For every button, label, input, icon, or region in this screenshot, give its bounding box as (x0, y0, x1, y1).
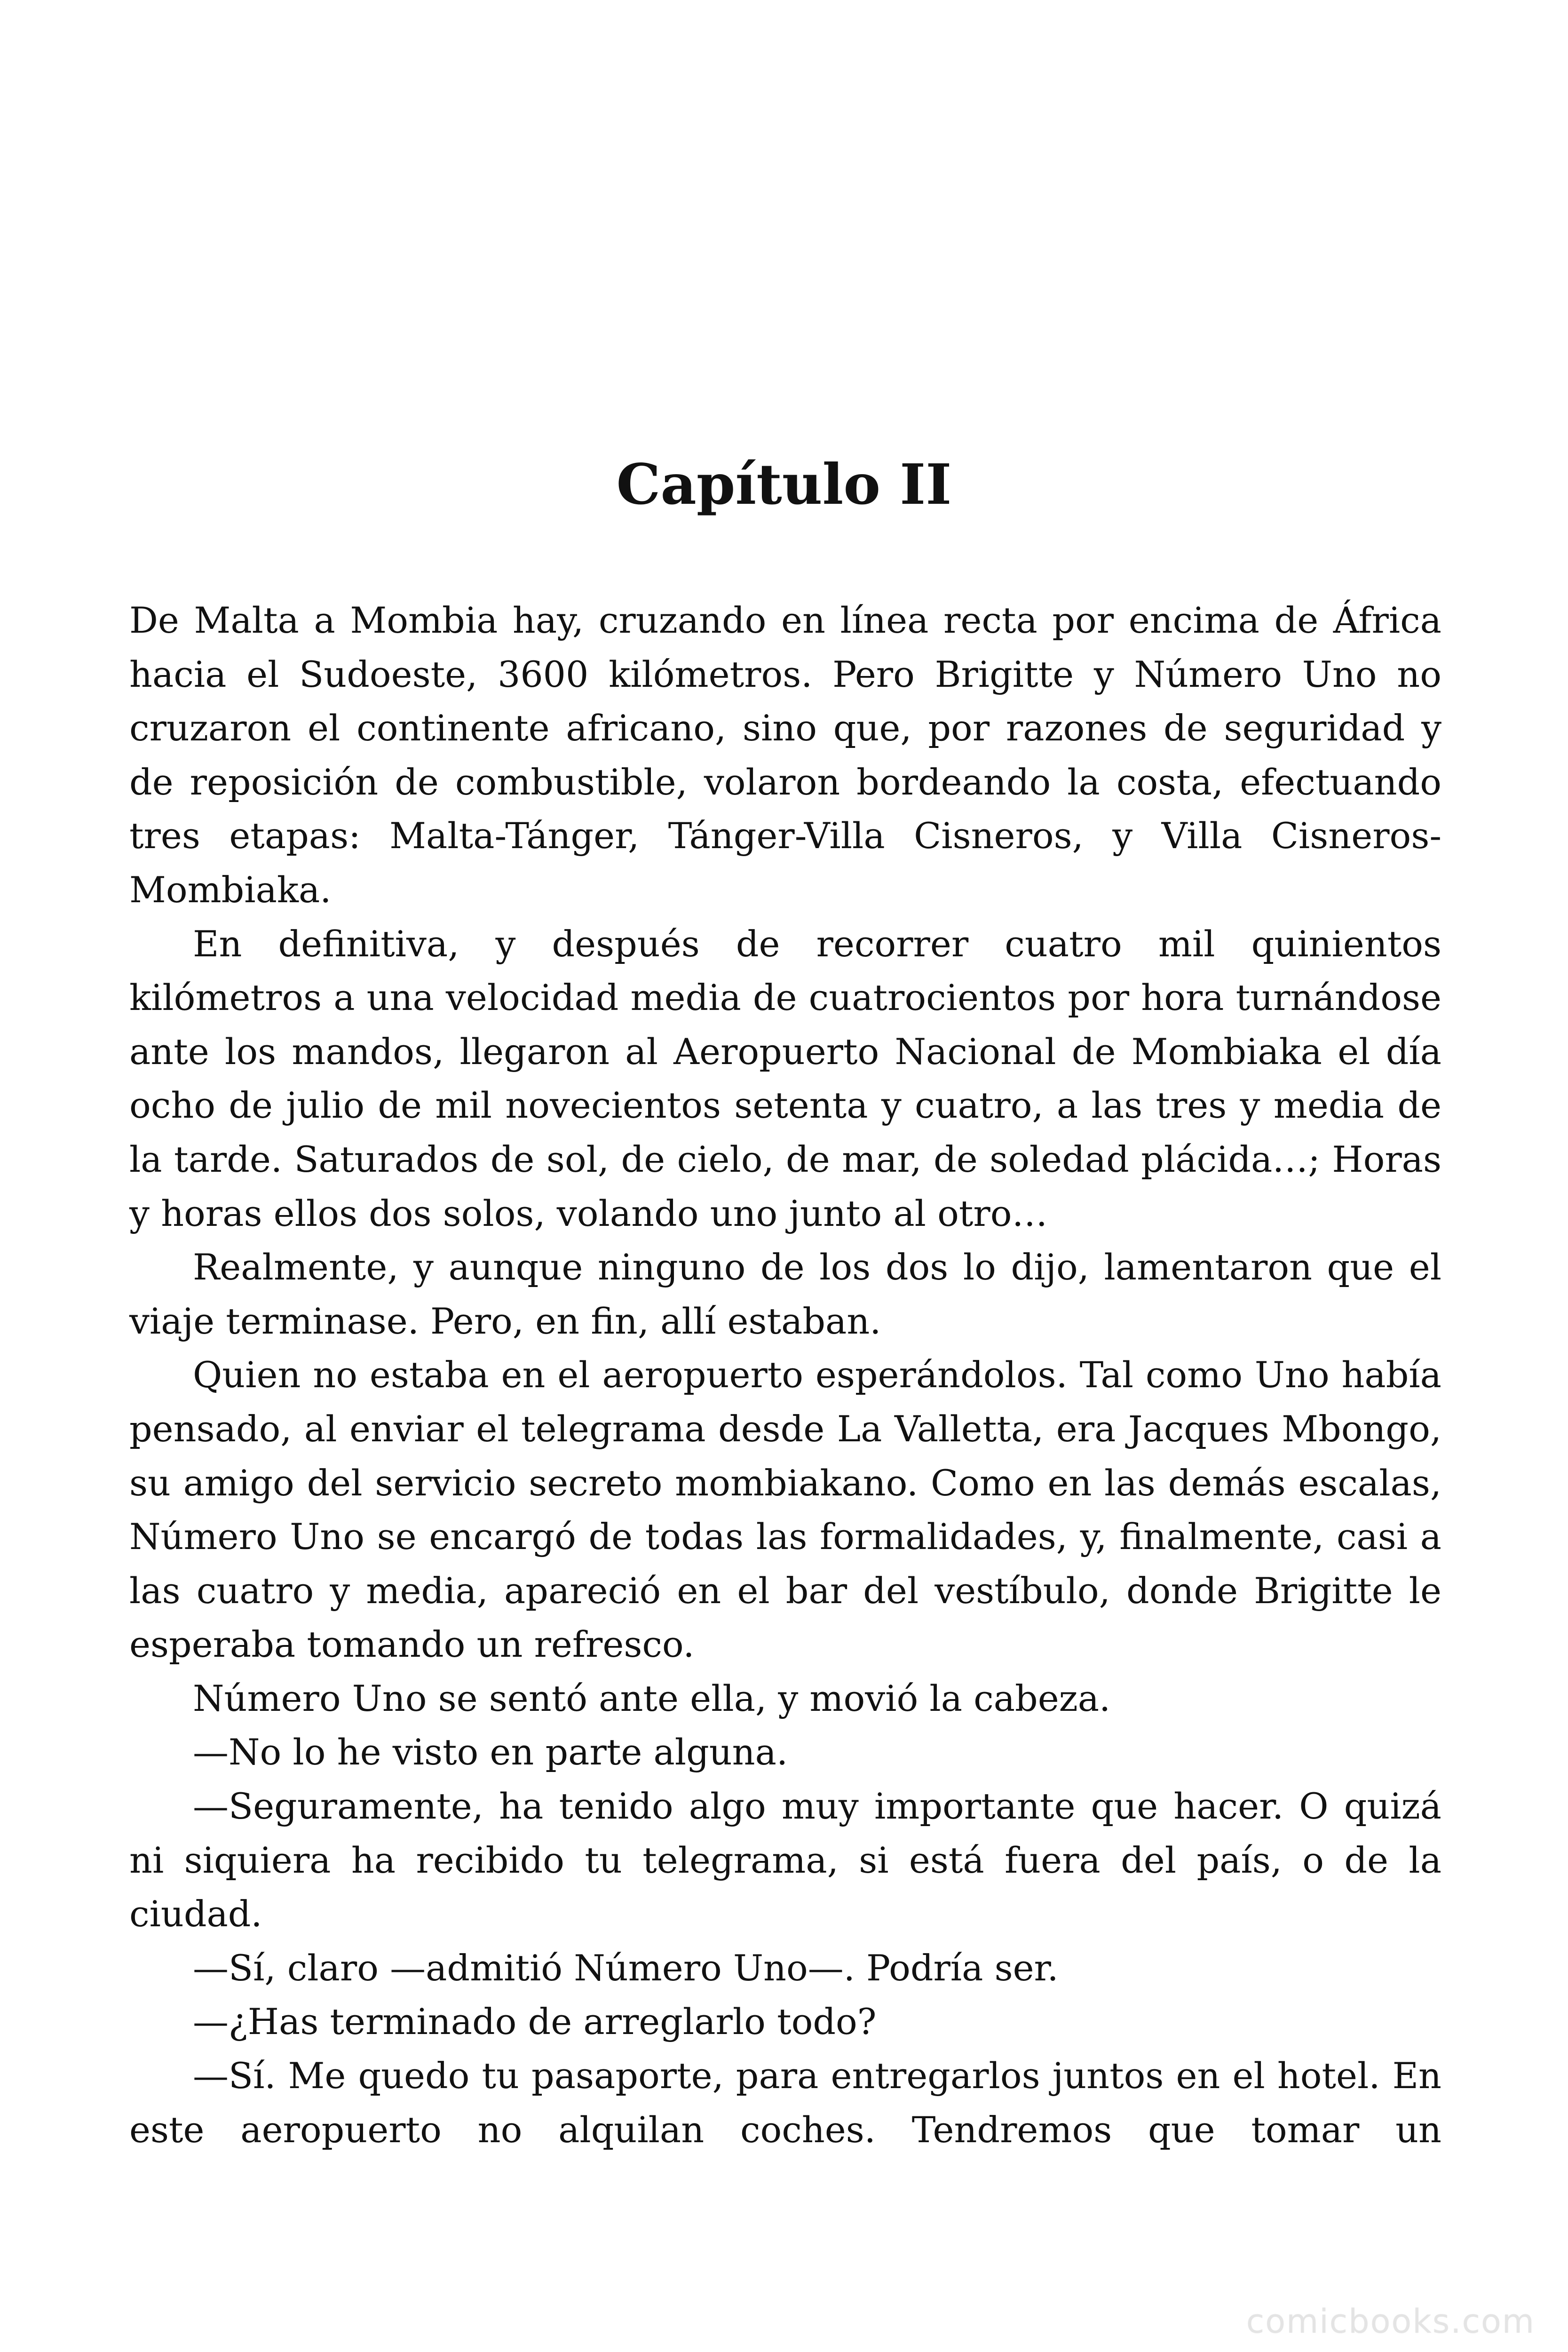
paragraph-5: Número Uno se sentó ante ella, y movió la cabeza. (193, 1677, 1111, 1719)
dialogue-line-4: —¿Has terminado de arreglarlo todo? (193, 2001, 877, 2043)
dialogue-line-3: —Sí, claro —admitió Número Uno—. Podría ser. (193, 1947, 1059, 1989)
watermark: comicbooks.com (1246, 2302, 1535, 2341)
chapter-body (129, 594, 1441, 2157)
dialogue-line-2: —Seguramente, ha tenido algo muy importante que hacer. O quizá ni siquiera ha recibido tu telegrama, si está fuera del país, o de la ciudad. (129, 1785, 1441, 1935)
paragraph-4: Quien no estaba en el aeropuerto esperándolos. Tal como Uno había pensado, al enviar el telegrama desde La Valletta, era Jacques Mbongo, su amigo del servicio secreto mombiakano. Como en las demás escalas, Número Uno se encargó de todas las formalidades, y, finalmente, casi a las cuatro y media, apareció en el bar del vestíbulo, donde Brigitte le esperaba tomando un refresco. (129, 1354, 1441, 1666)
paragraph-3: Realmente, y aunque ninguno de los dos lo dijo, lamentaron que el viaje terminase. Pero, en fin, allí estaban. (129, 1246, 1441, 1342)
chapter-title: Capítulo II (616, 452, 952, 517)
dialogue-line-5: —Sí. Me quedo tu pasaporte, para entregarlos juntos en el hotel. En este aeropuerto no alquilan coches. Tendremos que tomar un (129, 2055, 1441, 2151)
paragraph-2: En definitiva, y después de recorrer cuatro mil quinientos kilómetros a una velocidad media de cuatrocientos por hora turnándose ante los mandos, llegaron al Aeropuerto Nacional de Mombiaka el día ocho de julio de mil novecientos setenta y cuatro, a las tres y media de la tarde. Saturados de sol, de cielo, de mar, de soledad plácida…; Horas y horas ellos dos solos, volando uno junto al otro… (129, 922, 1441, 1234)
dialogue-line-1: —No lo he visto en parte alguna. (193, 1731, 788, 1773)
paragraph-1: De Malta a Mombia hay, cruzando en línea recta por encima de África hacia el Sudoeste, 3600 kilómetros. Pero Brigitte y Número Uno no cruzaron el continente africano, sino que, por razones de seguridad y de reposición de combustible, volaron bordeando la costa, efectuando tres etapas: Malta-Tánger, Tánger-Villa Cisneros, y Villa Cisneros-Mombiaka. (129, 599, 1441, 911)
